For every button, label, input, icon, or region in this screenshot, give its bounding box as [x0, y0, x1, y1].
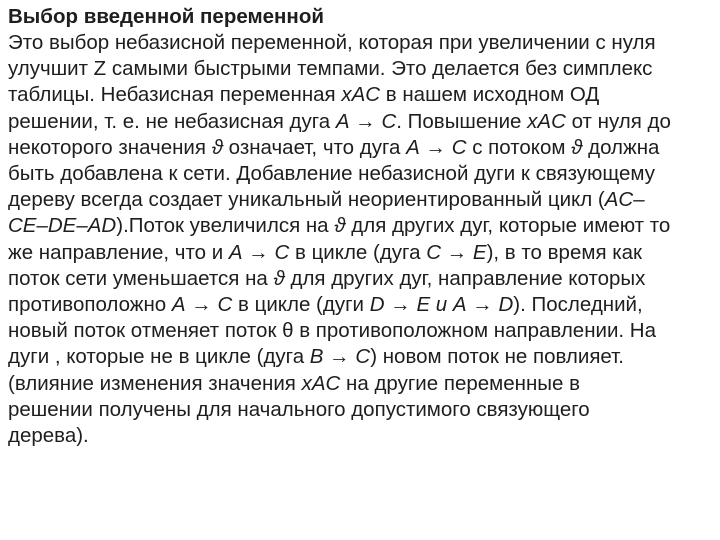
italic-segment: ϑ [571, 135, 583, 159]
italic-segment: AC– [604, 188, 645, 212]
text-segment: ). Последний, [513, 293, 643, 317]
text-segment: → [419, 135, 452, 159]
italic-segment: xAC [527, 109, 566, 133]
text-segment: в цикле (дуги [232, 293, 370, 317]
paragraph-line [8, 30, 712, 56]
italic-segment: E и A [416, 293, 467, 317]
paragraph-line [8, 213, 712, 239]
text-segment: Это выбор небазисной переменной, которая при увеличении с нуля [8, 31, 656, 54]
text-segment: поток сети уменьшается на [8, 266, 274, 290]
italic-segment: ϑ [334, 214, 346, 238]
italic-segment: A [171, 293, 186, 317]
paragraph-line [8, 292, 712, 318]
italic-segment: C [451, 135, 467, 159]
paragraph-line [8, 187, 712, 213]
text-segment: . Повышение [396, 109, 528, 133]
text-segment: противоположно [8, 293, 172, 317]
text-segment: → [466, 293, 499, 317]
text-segment: же направление, что и [8, 240, 229, 264]
italic-segment: ϑ [211, 135, 223, 159]
italic-segment: E [472, 240, 487, 264]
text-segment: для других дуг, направление которых [284, 266, 646, 290]
text-segment: → [441, 240, 473, 264]
text-segment: ) новом поток не повлияет. [370, 345, 624, 369]
text-segment: быть добавлена к сети. Добавление небазисной дуги к связующему [8, 162, 656, 186]
italic-segment: B [309, 345, 324, 369]
text-segment: для других дуг, которые имеют то [345, 214, 671, 238]
paragraph-line [8, 423, 712, 449]
paragraph-line [8, 56, 712, 82]
text-segment: дерева). [8, 424, 89, 448]
italic-segment: C [426, 240, 441, 264]
text-segment: должна [582, 135, 660, 159]
text-segment: (влияние изменения значения [8, 371, 302, 395]
paragraph-line [8, 82, 712, 108]
italic-segment: xAC [341, 83, 381, 107]
text-segment: улучшит Z самыми быстрыми темпами. Это делается без симплекс [8, 57, 653, 81]
text-segment: означает, что дуга [222, 135, 407, 159]
text-segment: новый поток отменяет поток θ в противоположном направлении. На [8, 319, 657, 343]
paragraph-line [8, 266, 712, 292]
text-segment: → [242, 240, 275, 264]
text-segment: → [323, 345, 356, 369]
paragraph-line [8, 161, 712, 187]
text-segment: дуги , которые не в цикле (дуга [8, 345, 310, 369]
text-segment: → [384, 293, 417, 317]
text-segment: некоторого значения [8, 135, 212, 159]
italic-segment: C [217, 293, 233, 317]
text-segment: с потоком [466, 135, 572, 159]
text-segment: → [349, 109, 382, 133]
text-segment: ), в то время как [486, 240, 643, 264]
paragraph-line [8, 344, 712, 370]
italic-segment: A [406, 135, 420, 159]
italic-segment: D [498, 293, 514, 317]
paragraph-line [8, 135, 712, 161]
italic-segment: D [369, 293, 385, 317]
text-segment: в нашем исходном ОД [380, 83, 600, 107]
italic-segment: C [355, 345, 371, 369]
text-segment: решении получены для начального допустимого связующего [8, 397, 590, 421]
paragraph-line [8, 397, 712, 423]
text-segment: → [185, 293, 218, 317]
text-segment: дереву всегда создает уникальный неориентированный цикл ( [8, 188, 605, 212]
italic-segment: A [228, 240, 243, 264]
text-segment: от нуля до [565, 109, 671, 133]
paragraph-line [8, 240, 712, 266]
text-segment: таблицы. Небазисная переменная [8, 83, 342, 107]
italic-segment: C [274, 240, 290, 264]
text-segment: решении, т. е. не небазисная дуга [8, 109, 336, 133]
italic-segment: CE–DE–AD [8, 214, 117, 238]
slide-title: Выбор введенной переменной [8, 5, 324, 28]
text-segment: в цикле (дуга [289, 240, 427, 264]
paragraph-line [8, 371, 712, 397]
text-segment: на другие переменные в [340, 371, 581, 395]
italic-segment: ϑ [273, 266, 285, 290]
paragraph-line [8, 109, 712, 135]
italic-segment: C [381, 109, 397, 133]
paragraph-line [8, 318, 712, 344]
italic-segment: A [335, 109, 350, 133]
text-segment: ).Поток увеличился на [116, 214, 335, 238]
italic-segment: xAC [301, 371, 341, 395]
body-text [8, 30, 712, 449]
